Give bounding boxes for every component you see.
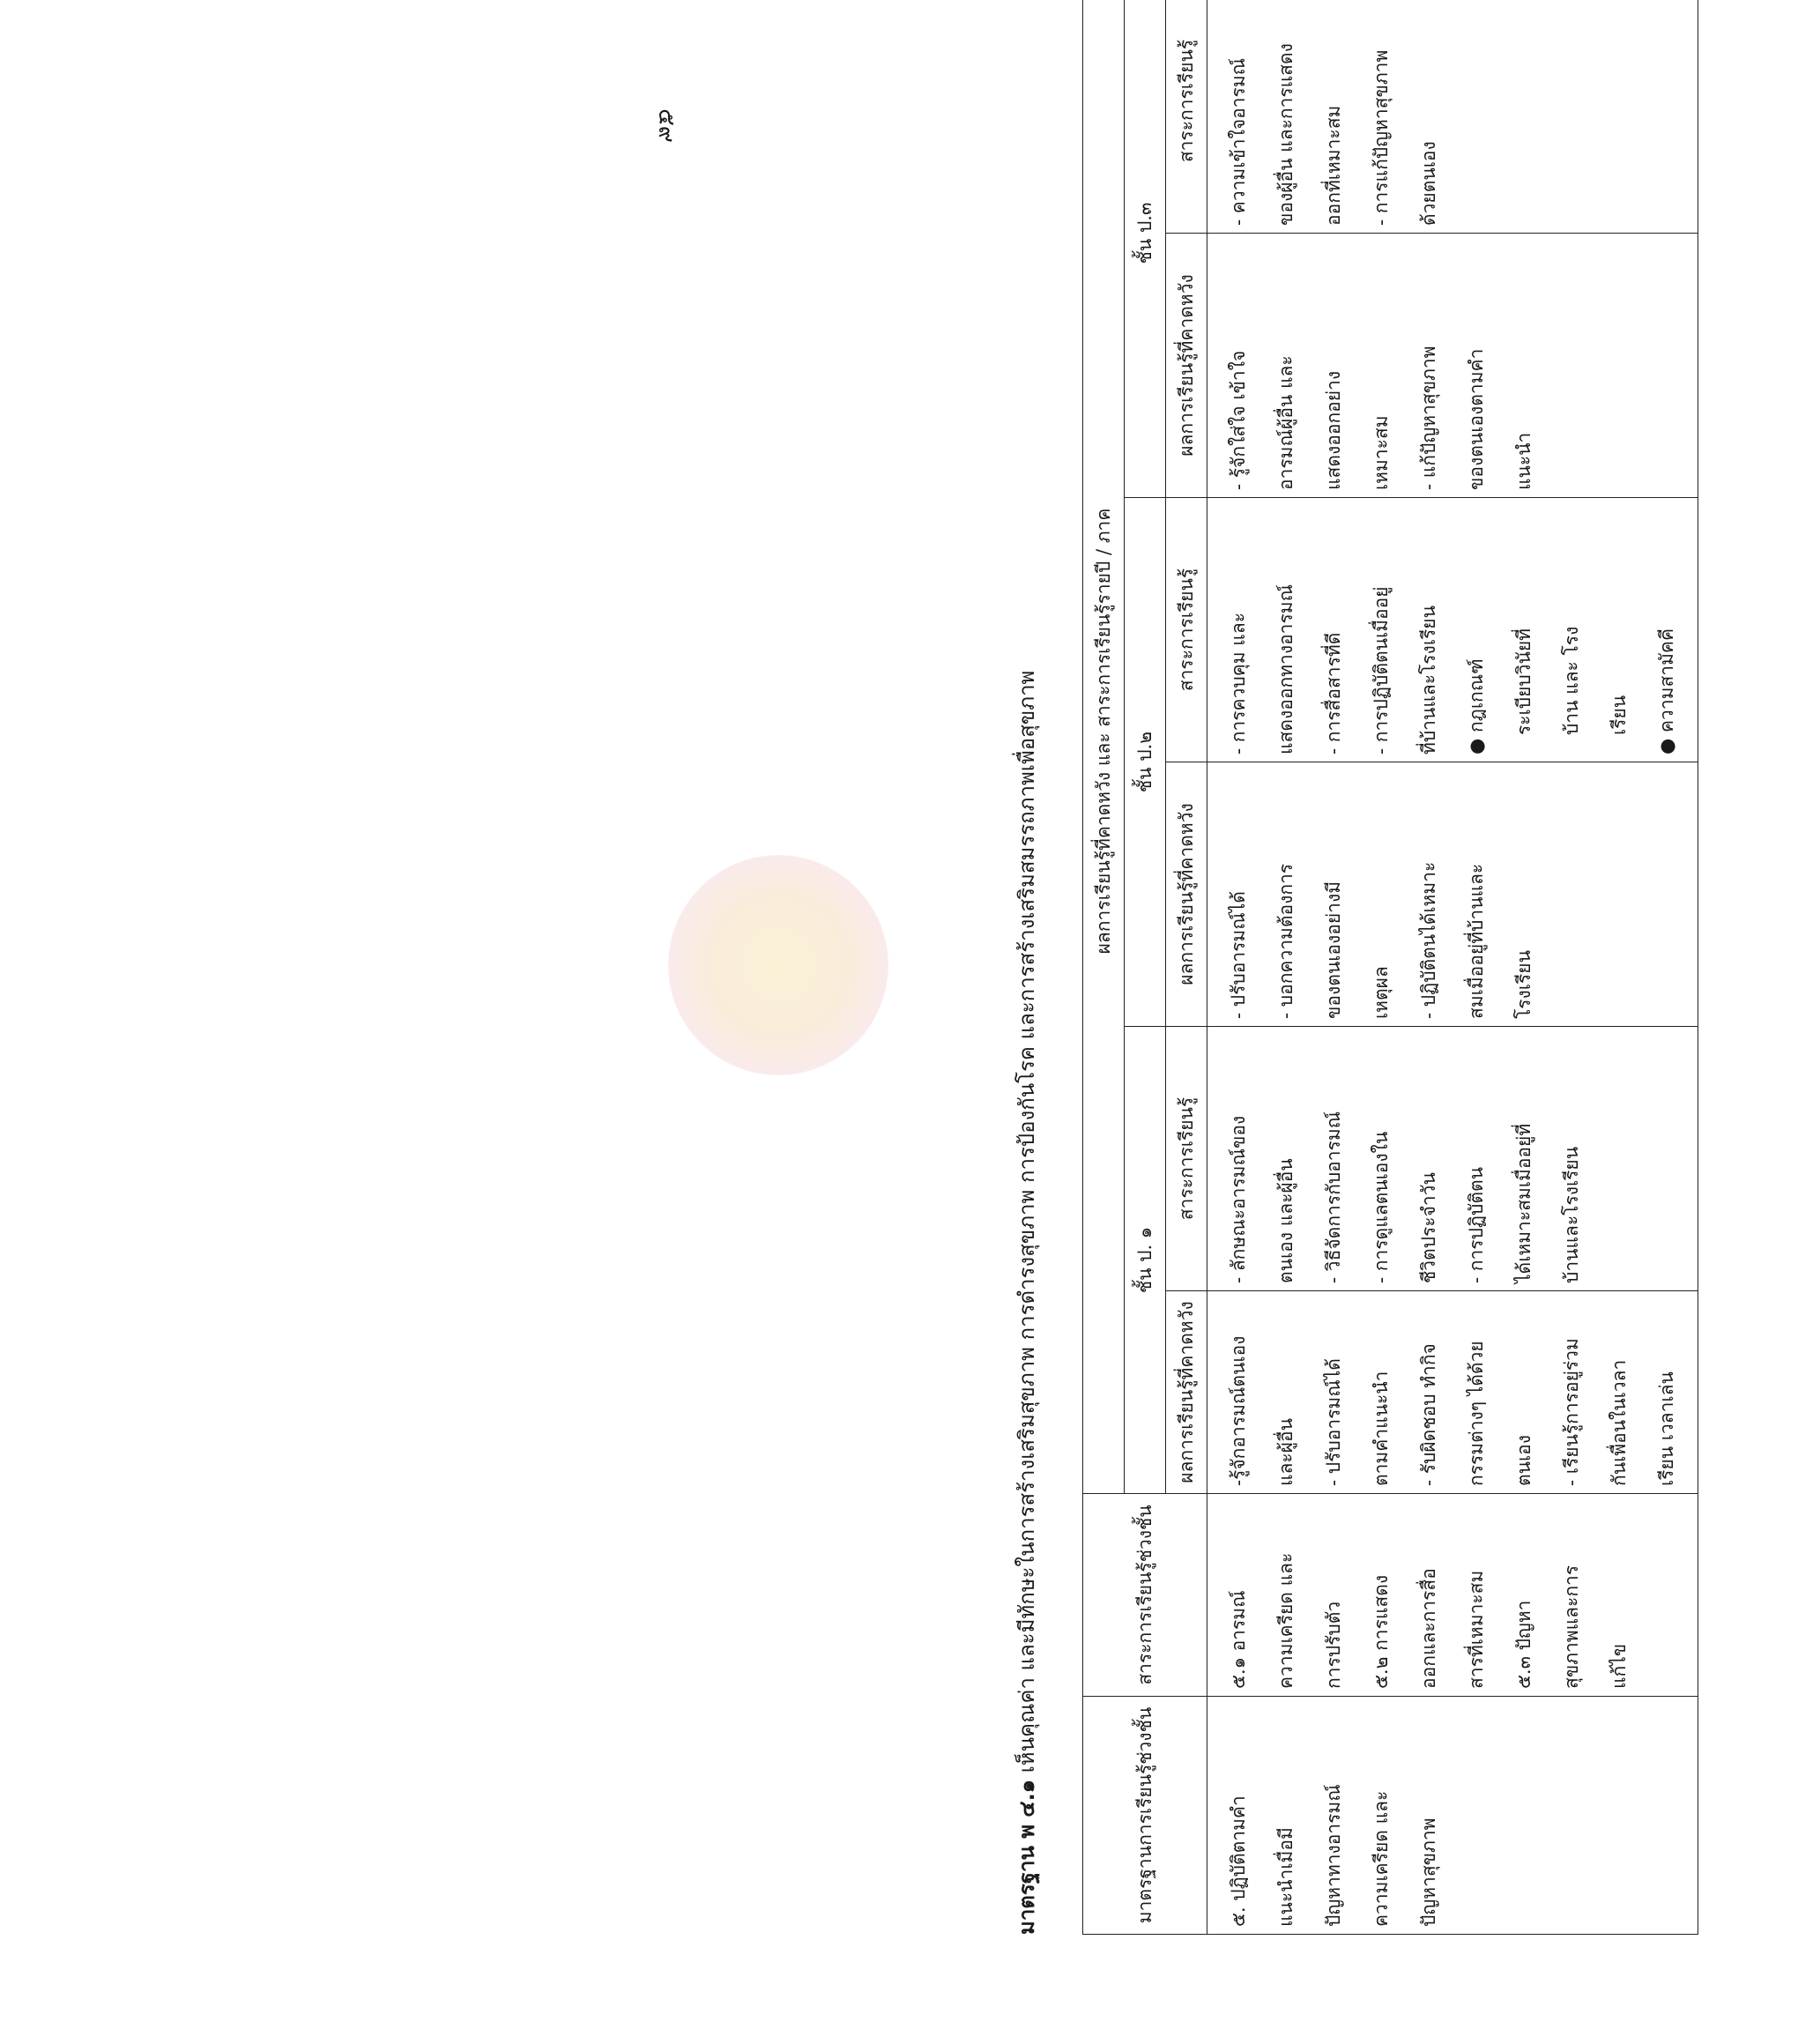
line: - ความเข้าใจอารมณ์: [1228, 57, 1249, 226]
header-g2-outcome: ผลการเรียนรู้ที่คาดหวัง: [1166, 762, 1207, 1027]
header-grade-3: ชั้น ป.๓: [1125, 0, 1166, 498]
line: ได้เหมาะสมเมื่ออยู่ที่: [1513, 1123, 1534, 1283]
line: ออกและการสื่อ: [1418, 1568, 1439, 1689]
line: ที่บ้านและโรงเรียน: [1418, 606, 1439, 754]
line: - ปฏิบัติตนได้เหมาะ: [1418, 861, 1439, 1019]
bullet-line: ● กฎเกณฑ์: [1453, 505, 1500, 754]
line: - ปรับอารมณ์ได้: [1228, 891, 1249, 1019]
header-standard: มาตรฐานการเรียนรู้ช่วงชั้น: [1083, 1697, 1207, 1935]
line: ความเครียด และ: [1275, 1552, 1296, 1689]
header-g3-content: สาระการเรียนรู้: [1166, 0, 1207, 234]
line: - ลักษณะอารมณ์ของ: [1228, 1115, 1249, 1283]
table-row: [1207, 0, 1698, 1935]
line: ความเครียด และ: [1371, 1790, 1392, 1927]
cell-g1-outcome: [1207, 1291, 1698, 1494]
line: - การควบคุม และ: [1228, 613, 1249, 754]
line: แสดงออกอย่าง: [1323, 370, 1344, 490]
line: - รู้จักใส่ใจ เข้าใจ: [1228, 350, 1249, 490]
line: - การดูแลตนเองใน: [1371, 1131, 1392, 1283]
line: สารที่เหมาะสม: [1466, 1570, 1487, 1689]
line: กรรมต่างๆ ได้ด้วย: [1466, 1341, 1487, 1486]
cell-g3-outcome: [1207, 234, 1698, 498]
line: ๕.๒ การแสดง: [1371, 1574, 1392, 1689]
header-g1-content: สาระการเรียนรู้: [1166, 1027, 1207, 1291]
cell-g2-content: [1207, 498, 1698, 762]
line: ๕.๑ อารมณ์: [1228, 1590, 1249, 1689]
line: - วิธีจัดการกับอารมณ์: [1323, 1111, 1344, 1283]
line: บ้านและโรงเรียน: [1561, 1146, 1582, 1283]
line: ของตนเองอย่างมี: [1323, 881, 1344, 1019]
line: ด้วยตนเอง: [1418, 141, 1439, 226]
line: ระเบียบวินัยที่: [1513, 628, 1534, 735]
line: - รับผิดชอบ ทำกิจ: [1418, 1343, 1439, 1486]
line: แนะนำ: [1513, 432, 1534, 490]
standard-title: [1005, 207, 1049, 1935]
line: ปัญหาทางอารมณ์: [1323, 1784, 1344, 1927]
cell-content-range: [1207, 1494, 1698, 1697]
header-g2-content: สาระการเรียนรู้: [1166, 498, 1207, 762]
line: - แก้ปัญหาสุขภาพ: [1418, 346, 1439, 490]
cell-g2-outcome: [1207, 762, 1698, 1027]
line: แสดงออกทางอารมณ์: [1275, 583, 1296, 754]
line: บ้าน และ โรง: [1561, 626, 1582, 735]
cell-g1-content: [1207, 1027, 1698, 1291]
line: การปรับตัว: [1323, 1601, 1344, 1689]
line: ของตนเองตามคำ: [1466, 348, 1487, 490]
line: - การแก้ปัญหาสุขภาพ: [1371, 49, 1392, 226]
line: - ปรับอารมณ์ได้: [1323, 1358, 1344, 1486]
standard-text: เห็นคุณค่า และมีทักษะในการสร้างเสริมสุขภาพ การดำรงสุขภาพ การป้องกันโรค และการสร้างเสริมสมรรถภาพเพื่อสุขภาพ: [1014, 670, 1039, 1773]
header-g3-outcome: ผลการเรียนรู้ที่คาดหวัง: [1166, 234, 1207, 498]
line: กันเพื่อนในเวลา: [1609, 1359, 1630, 1486]
line: - การสื่อสารที่ดี: [1323, 632, 1344, 754]
header-g1-outcome: ผลการเรียนรู้ที่คาดหวัง: [1166, 1291, 1207, 1494]
line: แนะนำเมื่อมี: [1275, 1827, 1296, 1927]
line: - บอกความต้องการ: [1275, 863, 1296, 1019]
header-grade-1: ชั้น ป. ๑: [1125, 1027, 1166, 1494]
cell-g3-content: [1207, 0, 1698, 234]
standard-table: [1082, 0, 1698, 1935]
bullet-line: ● ความสามัคคี: [1643, 505, 1690, 754]
line: สุขภาพและการ: [1561, 1565, 1582, 1689]
line: เรียน เวลาเล่น: [1656, 1371, 1677, 1486]
line: แก้ไข: [1609, 1643, 1630, 1689]
line: เหตุผล: [1371, 966, 1392, 1019]
line: ปัญหาสุขภาพ: [1418, 1817, 1439, 1927]
line: เรียน: [1609, 695, 1630, 735]
header-group: ผลการเรียนรู้ที่คาดหวัง และ สาระการเรียนรู้รายปี / ภาค: [1083, 0, 1125, 1494]
line: สมเมื่ออยู่ที่บ้านและ: [1466, 863, 1487, 1019]
line: และผู้อื่น: [1275, 1418, 1296, 1486]
line: ชีวิตประจำวัน: [1418, 1172, 1439, 1283]
line: ตนเอง: [1513, 1434, 1534, 1486]
line: ของผู้อื่น และการแสดง: [1275, 43, 1296, 226]
page-number: ๕๙: [652, 108, 680, 143]
line: -รู้จักอารมณ์ตนเอง: [1228, 1335, 1249, 1486]
standard-label: มาตรฐาน พ ๔.๑: [1014, 1780, 1039, 1935]
line: ตามคำแนะนำ: [1371, 1371, 1392, 1486]
line: ๕.๓ ปัญหา: [1513, 1600, 1534, 1689]
rotated-page-content: [1005, 39, 1798, 1935]
line: - การปฏิบัติตน: [1466, 1167, 1487, 1283]
line: เหมาะสม: [1371, 415, 1392, 490]
header-content-range: สาระการเรียนรู้ช่วงชั้น: [1083, 1494, 1207, 1697]
header-grade-2: ชั้น ป.๒: [1125, 498, 1166, 1027]
cell-standard: [1207, 1697, 1698, 1935]
line: ตนเอง และผู้อื่น: [1275, 1158, 1296, 1283]
line: อารมณ์ผู้อื่น และ: [1275, 355, 1296, 490]
line: - เรียนรู้การอยู่ร่วม: [1561, 1338, 1582, 1486]
line: โรงเรียน: [1513, 950, 1534, 1019]
emblem-watermark-icon: [668, 855, 888, 1075]
line: ออกที่เหมาะสม: [1323, 105, 1344, 226]
line: ๕. ปฏิบัติตามคำ: [1228, 1795, 1249, 1927]
line: - การปฏิบัติตนเมื่ออยู่: [1371, 586, 1392, 754]
